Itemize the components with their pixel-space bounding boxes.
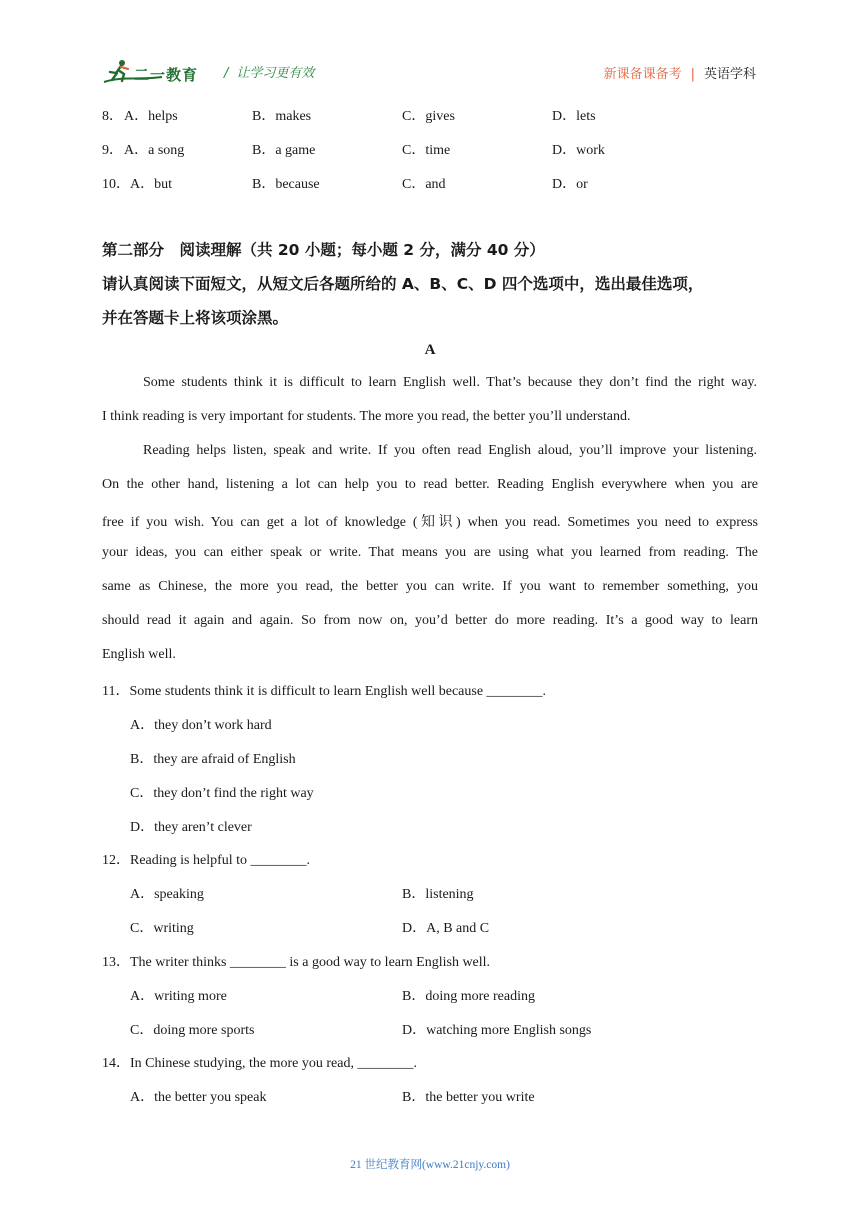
option-a: A．helps — [124, 109, 178, 124]
header-course-label: 新课备课备考 — [603, 67, 682, 82]
cloze-option-row — [102, 105, 762, 125]
question-option: C．writing — [130, 921, 194, 936]
page-header — [102, 58, 756, 88]
logo — [102, 58, 214, 86]
question-option: D．they aren’t clever — [130, 820, 252, 835]
option-a: A．but — [130, 177, 172, 192]
option-c: C．time — [402, 143, 451, 158]
question-stem: 11．Some students think it is difficult to learn English well because ________. — [102, 684, 547, 699]
question-option: A．writing more — [130, 989, 227, 1004]
passage-line: free if you wish. You can get a lot of knowledge (知识) when you read. Sometimes you need to express — [102, 515, 758, 530]
passage-line: On the other hand, listening a lot can help you to read better. Reading English everywhere when you are — [102, 477, 758, 492]
section-instruction-line-1: 请认真阅读下面短文，从短文后各题所给的 A、B、C、D 四个选项中，选出最佳选项， — [102, 275, 704, 293]
passage-line: Reading helps listen, speak and write. If you often read English aloud, you’ll improve your listening. — [143, 443, 757, 458]
question-option: B．listening — [402, 887, 474, 902]
passage-line: Some students think it is difficult to learn English well. That’s because they don’t find the right way. — [143, 375, 757, 390]
passage-line: your ideas, you can either speak or write. That means you are using what you learned from reading. The — [102, 545, 758, 560]
option-d: D．work — [552, 143, 605, 158]
question-stem: 14．In Chinese studying, the more you read, ________. — [102, 1056, 417, 1071]
question-option: B．doing more reading — [402, 989, 535, 1004]
question-option: D．A, B and C — [402, 921, 490, 936]
question-option: C．they don’t find the right way — [130, 786, 314, 801]
question-stem: 13．The writer thinks ________ is a good way to learn English well. — [102, 955, 491, 970]
cloze-option-row — [102, 173, 762, 193]
header-separator: | — [690, 67, 695, 82]
section-instruction-line-2: 并在答题卡上将该项涂黑。 — [102, 309, 289, 327]
logo-text: 二一教育 — [134, 66, 199, 84]
passage-line: same as Chinese, the more you read, the better you can write. If you want to remember something, you — [102, 579, 758, 594]
slogan: / 让学习更有效 — [224, 66, 315, 81]
question-stem: 12．Reading is helpful to ________. — [102, 853, 311, 868]
header-subject — [604, 63, 756, 82]
question-option: C．doing more sports — [130, 1023, 255, 1038]
passage-line: should read it again and again. So from now on, you’d better do more reading. It’s a good way to learn — [102, 613, 758, 628]
question-option: A．they don’t work hard — [130, 718, 272, 733]
cloze-option-row — [102, 139, 762, 159]
passage-label: A — [424, 342, 436, 358]
passage-line: English well. — [102, 647, 176, 662]
option-b: B．because — [252, 177, 320, 192]
option-d: D．or — [552, 177, 588, 192]
header-subject-label: 英语学科 — [703, 67, 756, 82]
question-option: A．the better you speak — [130, 1090, 267, 1105]
section-title: 第二部分 阅读理解（共 20 小题；每小题 2 分，满分 40 分） — [102, 241, 545, 259]
option-a: A．a song — [124, 143, 185, 158]
option-c: C．gives — [402, 109, 455, 124]
question-number: 8． — [102, 109, 123, 124]
question-option: A．speaking — [130, 887, 204, 902]
option-c: C．and — [402, 177, 446, 192]
slogan-text: 让学习更有效 — [236, 66, 315, 81]
question-option: D．watching more English songs — [402, 1023, 592, 1038]
question-option: B．the better you write — [402, 1090, 535, 1105]
question-number: 9． — [102, 143, 123, 158]
page-footer: 21 世纪教育网(www.21cnjy.com) — [350, 1159, 510, 1171]
question-number: 10． — [102, 177, 130, 192]
passage-line: I think reading is very important for students. The more you read, the better you’ll understand. — [102, 409, 631, 424]
question-option: B．they are afraid of English — [130, 752, 296, 767]
option-b: B．a game — [252, 143, 316, 158]
option-b: B．makes — [252, 109, 312, 124]
option-d: D．lets — [552, 109, 596, 124]
